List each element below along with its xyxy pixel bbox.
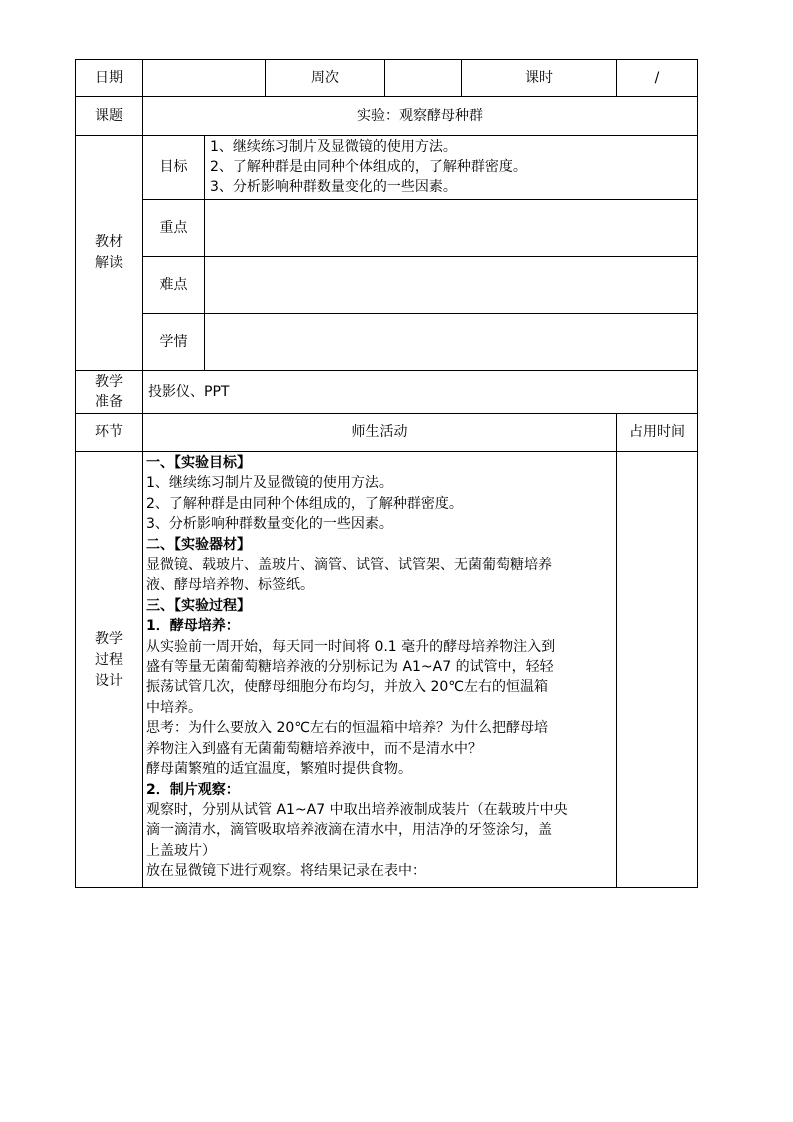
process-section-heading: 二、【实验器材】 [146, 536, 251, 553]
process-text-line: 放在显微镜下进行观察。将结果记录在表中： [146, 863, 426, 880]
process-label-line3: 设计 [95, 673, 123, 689]
process-section-heading: 2．制片观察： [146, 781, 240, 798]
row-divider [75, 451, 698, 452]
process-text-line: 思考：为什么要放入 20℃左右的恒温箱中培养？为什么把酵母培 [146, 720, 548, 737]
prep-value: 投影仪、PPT [148, 384, 230, 400]
difficulty-label: 难点 [159, 277, 188, 293]
process-text-line: 振荡试管几次，使酵母细胞分布均匀，并放入 20℃左右的恒温箱 [146, 679, 548, 696]
activity-column-header: 师生活动 [351, 424, 408, 440]
topic-title: 实验：观察酵母种群 [357, 108, 483, 124]
date-label: 日期 [95, 70, 123, 86]
process-text-line: 酵母菌繁殖的适宜温度，繁殖时提供食物。 [146, 761, 412, 778]
row-divider [142, 256, 698, 257]
column-divider [384, 59, 385, 97]
goals-label: 目标 [159, 159, 188, 175]
prep-label-line2: 准备 [95, 394, 123, 410]
prep-label-line1: 教学 [95, 374, 123, 390]
goal-item: 2、了解种群是由同种个体组成的，了解种群密度。 [210, 159, 527, 175]
row-divider [75, 135, 698, 136]
process-label-line1: 教学 [95, 631, 123, 647]
process-text-line: 盛有等量无菌葡萄糖培养液的分别标记为 A1~A7 的试管中，轻轻 [146, 659, 554, 676]
row-divider [142, 313, 698, 314]
row-divider [75, 96, 698, 97]
process-text-line: 中培养。 [146, 699, 202, 716]
row-divider [142, 199, 698, 200]
learner-label: 学情 [159, 334, 188, 350]
process-text-line: 养物注入到盛有无菌葡萄糖培养液中，而不是清水中？ [146, 740, 482, 757]
table-border-bottom [75, 887, 698, 888]
period-value: / [654, 70, 660, 86]
row-divider [75, 413, 698, 414]
column-divider [142, 59, 143, 888]
process-section-heading: 1．酵母培养： [146, 618, 240, 635]
process-text-line: 滴一滴清水，滴管吸取培养液滴在清水中，用洁净的牙签涂匀，盖 [146, 822, 552, 839]
material-label-line2: 解读 [95, 255, 123, 271]
process-text-line: 3、分析影响种群数量变化的一些因素。 [146, 516, 393, 533]
process-text-line: 1、继续练习制片及显微镜的使用方法。 [146, 475, 393, 492]
goal-item: 3、分析影响种群数量变化的一些因素。 [210, 179, 457, 195]
process-text-line: 观察时，分别从试管 A1~A7 中取出培养液制成装片（在载玻片中央 [146, 801, 568, 818]
period-label: 课时 [525, 70, 553, 86]
process-section-heading: 三、【实验过程】 [146, 597, 251, 614]
goal-item: 1、继续练习制片及显微镜的使用方法。 [210, 139, 457, 155]
process-section-heading: 一、【实验目标】 [146, 455, 251, 471]
table-border-left [75, 59, 76, 888]
row-divider [75, 370, 698, 371]
material-label-line1: 教材 [95, 234, 123, 250]
process-text-line: 液、酵母培养物、标签纸。 [146, 577, 314, 594]
table-border-top [75, 59, 698, 60]
column-divider [616, 413, 617, 888]
column-divider [204, 135, 205, 371]
process-label-line2: 过程 [95, 652, 123, 668]
table-border-right [697, 59, 698, 888]
topic-label: 课题 [95, 108, 123, 124]
key-points-label: 重点 [159, 220, 188, 236]
process-text-line: 上盖玻片） [146, 842, 216, 859]
process-text-line: 从实验前一周开始，每天同一时间将 0.1 毫升的酵母培养物注入到 [146, 638, 556, 655]
process-content [146, 453, 612, 882]
week-label: 周次 [311, 70, 339, 86]
process-text-line: 2、了解种群是由同种个体组成的，了解种群密度。 [146, 495, 463, 512]
process-text-line: 显微镜、载玻片、盖玻片、滴管、试管、试管架、无菌葡萄糖培养 [146, 557, 552, 574]
time-column-header: 占用时间 [629, 424, 685, 440]
stage-column-header: 环节 [95, 424, 123, 440]
